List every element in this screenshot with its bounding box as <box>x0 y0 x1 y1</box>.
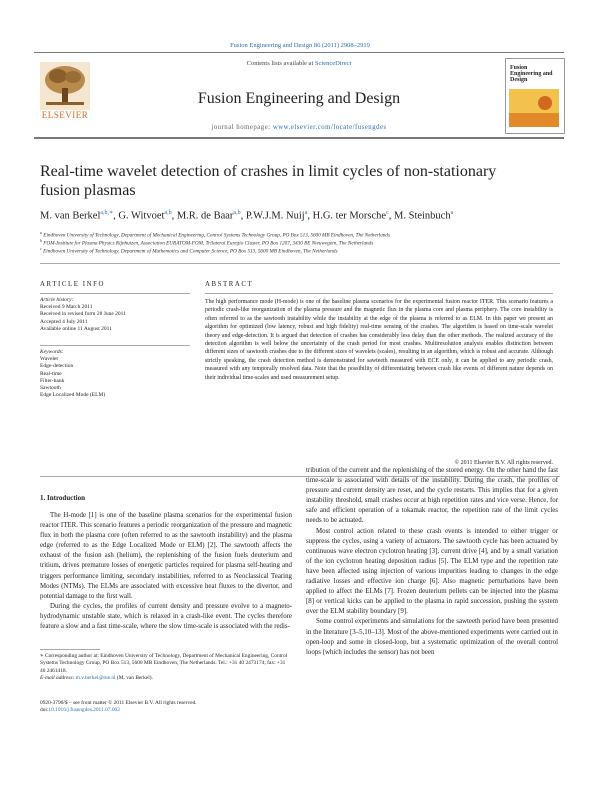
paragraph: During the cycles, the profiles of current density and pressure evolve to a magneto-hydrodynamic unstable state, which is relaxed in a crash-like event. The cycles therefore feature a slow and a fast time-scale, where the slow time-scale is associated with the redis- <box>40 602 292 631</box>
affiliation-marker: b <box>40 238 42 243</box>
affiliation <box>40 246 560 255</box>
journal-reference[interactable]: Fusion Engineering and Design 86 (2011) 2908–2919 <box>230 42 370 49</box>
footnote-rule <box>40 649 100 650</box>
abstract-rule <box>205 293 553 294</box>
author-affiliation-marker[interactable]: c <box>386 210 389 216</box>
author-affiliation-marker[interactable]: a,b,∗ <box>100 210 114 216</box>
article-info-heading: ARTICLE INFO <box>40 281 106 288</box>
affiliation-text: FOM-Institute for Plasma Physics Rijnhuizen, Association EURATOM-FOM, Trilateral Euregio Cluster, PO Box 1207, 3430 BE Nieuwegein, The Netherlands <box>43 240 374 247</box>
abstract-text: The high performance mode (H-mode) is one of the baseline plasma scenarios for the experimental fusion reactor ITER. This scenario features a periodic crash-like reorganization of the plasma pressure and the magnetic flux in the plasma core and plasma periphery. The core instability is often referred to as the sawtooth instability while the instability at the edge of the plasma is referred to as ELM. In this paper we present an algorithm for optimized (low latency, robust and high fidelity) real-time sensing of the crashes. The algorithm is based on time-scale wavelet theory and edge-detection. It is argued that detection of crashes has considerably less delay than the other methods. The realized accuracy of the detection algorithm is well below the uncertainty of the crash period for most crashes. Multiresolution analysis enables distinction between different sizes of sawtooth crashes due to the different sizes of wavelets (scales), resulting in an algorithm, which is robust and accurate. Although strictly speaking, the crash detection method is demonstrated for sawteeth measured with ECE only, it can be applied to any periodic crash, measured with any temporally resolved data. Note that the possibility of differentiating between crash like events of different nature depends on their individual time-scales and used measurement setup. <box>205 299 553 381</box>
right-column <box>306 466 558 658</box>
history-item: Received in revised form 28 June 2011 <box>40 311 126 318</box>
keywords-rule <box>40 345 190 346</box>
affiliation-marker: a <box>40 230 42 235</box>
sciencedirect-link[interactable]: ScienceDirect <box>314 60 352 67</box>
affiliation-text: Eindhoven University of Technology, Department of Mechanical Engineering, Control Systems Technology Group, PO Box 513, 5600 MB Eindhoven, The Netherlands <box>43 232 391 239</box>
author-name[interactable]: M.R. de Baar <box>176 210 234 222</box>
author-name[interactable]: H.G. ter Morsche <box>312 210 387 222</box>
author-affiliation-marker[interactable]: a <box>450 210 454 216</box>
author-name[interactable]: M. Steinbuch <box>394 210 451 222</box>
affiliation-rule <box>40 263 560 264</box>
author-name[interactable]: G. Witvoet <box>118 210 165 222</box>
paragraph: The H-mode [1] is one of the baseline plasma scenarios for the experimental fusion reactor ITER. This scenario features a periodic reorganization of the pressure and magnetic flux in both the plasma core (often referred to as the sawtooth instability) and the plasma edge (referred to as the Edge Localized Mode or ELM) [2]. The sawtooth affects the exhaust of the fusion ash (helium), the replenishing of the fusion fuels deuterium and tritium, drives premature losses of energetic particles required for plasma self-heating and triggers performance limiting, secondary instabilities, referred to as Neoclassical Tearing Modes (NTMs). The ELMs are associated with excessive heat fluxes to the divertor, and potential damage to the first wall. <box>40 512 292 600</box>
history-item: Accepted 4 July 2011 <box>40 318 88 325</box>
author-name[interactable]: M. van Berkel <box>40 210 101 222</box>
email-suffix: (M. van Berkel). <box>116 674 153 681</box>
keywords <box>40 349 190 399</box>
keyword: Real-time <box>40 370 62 377</box>
left-column <box>40 511 292 632</box>
keyword: Sawtooth <box>40 385 61 392</box>
page-footer <box>40 700 292 715</box>
paragraph: Some control experiments and simulations for the sawteeth period have been presented in the literature [3–5,10–13]. Most of the above-mentioned experiments were carried out in open-loop and some in closed-loop, but a systematic optimization of the overall control loops (which includes the sensor) has not been <box>306 618 558 656</box>
author-affiliation-marker[interactable]: a,b <box>233 210 241 216</box>
section-heading-introduction: 1. Introduction <box>40 494 85 502</box>
issn-line: 0920-3796/$ – see front matter © 2011 Elsevier B.V. All rights reserved. <box>40 700 197 706</box>
doi-link[interactable]: 10.1016/j.fusengdes.2011.07.002 <box>48 707 120 714</box>
homepage-link[interactable]: www.elsevier.com/locate/fusengdes <box>272 124 387 131</box>
affiliation-marker: c <box>40 246 42 251</box>
keyword: Edge Localized Mode (ELM) <box>40 392 106 399</box>
journal-header <box>34 55 564 131</box>
cover-art-icon <box>509 89 559 127</box>
footnote <box>40 653 292 682</box>
author-affiliation-marker[interactable]: a <box>304 210 308 216</box>
email-label: E-mail address: <box>40 674 75 681</box>
elsevier-logo <box>34 62 96 122</box>
elsevier-wordmark: ELSEVIER <box>41 110 89 120</box>
paragraph: tribution of the current and the replenishing of the stored energy. On the other hand the fast time-scale is associated with details of the instability. During the crash, the profiles of pressure and current density are reset, and the cycle restarts. This implies that for a given instability threshold, small crashes occur at high repetition rates and vice verse. Hence, for safe and efficient operation of a tokamak reactor, the repetition rate of the limit cycles needs to be actuated. <box>306 467 558 525</box>
header-top-rule <box>34 52 564 53</box>
homepage-label: journal homepage: <box>211 124 271 131</box>
copyright: © 2011 Elsevier B.V. All rights reserved. <box>454 460 553 466</box>
email-link[interactable]: m.v.berkel@tue.nl <box>75 674 116 681</box>
affiliation-text: Eindhoven University of Technology, Department of Mathematics and Computer Science, PO Box 513, 5600 MB Eindhoven, The Netherlands <box>43 248 338 255</box>
journal-homepage <box>34 124 564 131</box>
author-list: M. van Berkel$^{a,b,∗}$, G. Witvoet$^{a,b}$, M.R. de Baar$^{a,b}$, P.W.J.M. Nuij$^a$, H.G. ter Morsche$^c$, M. Steinbuch$^a$ <box>40 210 454 222</box>
keyword: Wavelet <box>40 356 58 363</box>
article-title: Real-time wavelet detection of crashes in limit cycles of non-stationary fusion plasmas <box>40 163 497 199</box>
article-history <box>40 297 190 333</box>
journal-cover <box>505 58 565 134</box>
contents-prefix: Contents lists available at <box>246 60 315 67</box>
history-item: Available online 11 August 2011 <box>40 325 112 332</box>
article-info-rule <box>40 293 190 294</box>
keyword: Edge-detection <box>40 363 74 370</box>
journal-title: Fusion Engineering and Design <box>197 90 401 107</box>
paragraph: Most control action related to these crash events is intended to either trigger or suppress the cycles, using a variety of actuators. The sawtooth cycle has been actuated by continuous wave electron cyclotron heating [3], current drive [4], and by a small variation of the ion cyclotron heating deposition radius [5]. The ELM type and the repetition rate have been affected using injection of various impurities leading to changes in the edge radiative losses and effective ion charge [6]. Also magnetic perturbations have been applied to affect the ELMs [7]. Frozen deuterium pellets can be injected into the plasma [8] or vertical kicks can be applied to the plasma in rapid succession, pushing the system over the ELM stability boundary [9]. <box>306 527 558 616</box>
elsevier-tree-icon <box>40 62 90 110</box>
doi-line <box>40 707 292 714</box>
email-line <box>40 675 292 682</box>
keyword: Filter-bank <box>40 377 65 384</box>
history-item: Received 9 March 2011 <box>40 304 93 311</box>
header-bottom-rule <box>34 137 564 139</box>
abstract-heading: ABSTRACT <box>205 281 254 288</box>
author-affiliation-marker[interactable]: a,b <box>164 210 172 216</box>
contents-line <box>34 60 564 67</box>
corresponding-author-note: ∗ Corresponding author at: Eindhoven University of Technology, Department of Mechanical Engineering, Control Systems Technology Group, PO Box 513, 5600 MB Eindhoven, The Netherlands. Tel.: +31 40 2473174; fax: +31 40 2461418. <box>40 653 288 674</box>
doi-prefix: doi: <box>40 707 49 714</box>
keywords-label: Keywords: <box>40 349 64 355</box>
history-label: Article history: <box>40 297 74 303</box>
cover-title: Fusion Engineering and Design <box>510 65 553 83</box>
author-name[interactable]: P.W.J.M. Nuij <box>245 210 305 222</box>
